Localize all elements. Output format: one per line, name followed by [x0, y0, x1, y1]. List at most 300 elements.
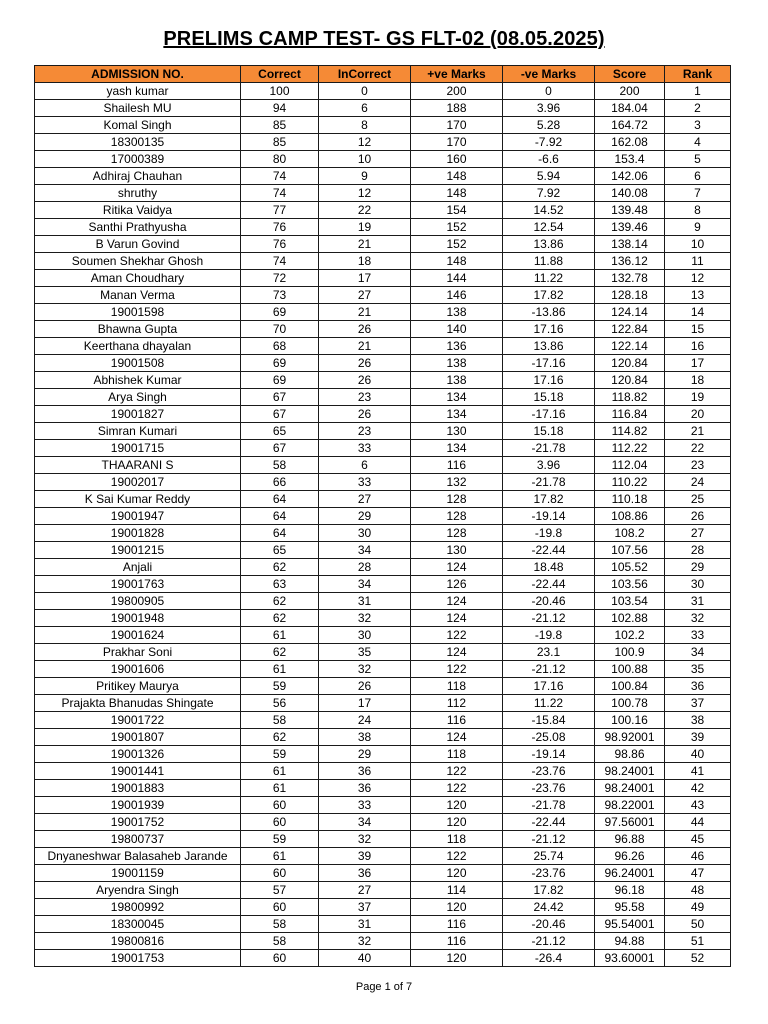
- incorrect-cell: 27: [319, 491, 411, 508]
- positive-marks-cell: 130: [411, 423, 503, 440]
- negative-marks-cell: -21.12: [503, 933, 595, 950]
- positive-marks-cell: 138: [411, 304, 503, 321]
- score-cell: 98.24001: [595, 763, 665, 780]
- incorrect-cell: 29: [319, 746, 411, 763]
- correct-cell: 68: [241, 338, 319, 355]
- positive-marks-cell: 144: [411, 270, 503, 287]
- negative-marks-cell: 17.82: [503, 491, 595, 508]
- positive-marks-cell: 154: [411, 202, 503, 219]
- score-cell: 140.08: [595, 185, 665, 202]
- incorrect-cell: 33: [319, 797, 411, 814]
- score-cell: 184.04: [595, 100, 665, 117]
- admission-no-cell: 19800992: [35, 899, 241, 916]
- correct-cell: 56: [241, 695, 319, 712]
- table-row: [35, 457, 731, 474]
- correct-cell: 61: [241, 661, 319, 678]
- negative-marks-cell: -15.84: [503, 712, 595, 729]
- score-cell: 112.22: [595, 440, 665, 457]
- admission-no-cell: Pritikey Maurya: [35, 678, 241, 695]
- correct-cell: 74: [241, 253, 319, 270]
- col-header-score: Score: [595, 66, 665, 83]
- incorrect-cell: 32: [319, 610, 411, 627]
- table-row: [35, 576, 731, 593]
- admission-no-cell: 19001508: [35, 355, 241, 372]
- negative-marks-cell: 15.18: [503, 423, 595, 440]
- admission-no-cell: Bhawna Gupta: [35, 321, 241, 338]
- admission-no-cell: Keerthana dhayalan: [35, 338, 241, 355]
- correct-cell: 58: [241, 712, 319, 729]
- positive-marks-cell: 152: [411, 219, 503, 236]
- negative-marks-cell: -7.92: [503, 134, 595, 151]
- correct-cell: 62: [241, 593, 319, 610]
- rank-cell: 12: [665, 270, 731, 287]
- positive-marks-cell: 114: [411, 882, 503, 899]
- negative-marks-cell: -23.76: [503, 763, 595, 780]
- correct-cell: 72: [241, 270, 319, 287]
- incorrect-cell: 6: [319, 457, 411, 474]
- table-row: [35, 117, 731, 134]
- table-row: [35, 236, 731, 253]
- positive-marks-cell: 122: [411, 763, 503, 780]
- rank-cell: 5: [665, 151, 731, 168]
- page-number: Page 1 of 7: [355, 981, 413, 993]
- positive-marks-cell: 120: [411, 797, 503, 814]
- negative-marks-cell: 23.1: [503, 644, 595, 661]
- table-row: [35, 610, 731, 627]
- score-cell: 118.82: [595, 389, 665, 406]
- score-cell: 128.18: [595, 287, 665, 304]
- admission-no-cell: 19001715: [35, 440, 241, 457]
- correct-cell: 77: [241, 202, 319, 219]
- score-cell: 98.92001: [595, 729, 665, 746]
- admission-no-cell: 19001624: [35, 627, 241, 644]
- correct-cell: 65: [241, 423, 319, 440]
- table-row: [35, 797, 731, 814]
- rank-cell: 34: [665, 644, 731, 661]
- incorrect-cell: 26: [319, 372, 411, 389]
- negative-marks-cell: 3.96: [503, 457, 595, 474]
- score-cell: 103.56: [595, 576, 665, 593]
- positive-marks-cell: 148: [411, 185, 503, 202]
- incorrect-cell: 33: [319, 440, 411, 457]
- incorrect-cell: 34: [319, 542, 411, 559]
- admission-no-cell: Prakhar Soni: [35, 644, 241, 661]
- score-cell: 98.24001: [595, 780, 665, 797]
- negative-marks-cell: -6.6: [503, 151, 595, 168]
- score-cell: 98.22001: [595, 797, 665, 814]
- positive-marks-cell: 112: [411, 695, 503, 712]
- admission-no-cell: 19001752: [35, 814, 241, 831]
- admission-no-cell: 18300045: [35, 916, 241, 933]
- positive-marks-cell: 122: [411, 848, 503, 865]
- table-row: [35, 270, 731, 287]
- positive-marks-cell: 132: [411, 474, 503, 491]
- rank-cell: 24: [665, 474, 731, 491]
- col-header-positive-marks: +ve Marks: [411, 66, 503, 83]
- score-cell: 110.18: [595, 491, 665, 508]
- rank-cell: 25: [665, 491, 731, 508]
- table-row: [35, 474, 731, 491]
- incorrect-cell: 9: [319, 168, 411, 185]
- rank-cell: 46: [665, 848, 731, 865]
- admission-no-cell: yash kumar: [35, 83, 241, 100]
- admission-no-cell: 19002017: [35, 474, 241, 491]
- negative-marks-cell: -20.46: [503, 593, 595, 610]
- table-row: [35, 678, 731, 695]
- score-cell: 108.2: [595, 525, 665, 542]
- rank-cell: 44: [665, 814, 731, 831]
- col-header-rank: Rank: [665, 66, 731, 83]
- table-row: [35, 151, 731, 168]
- table-row: [35, 423, 731, 440]
- correct-cell: 60: [241, 797, 319, 814]
- admission-no-cell: 19001441: [35, 763, 241, 780]
- incorrect-cell: 23: [319, 389, 411, 406]
- rank-cell: 30: [665, 576, 731, 593]
- positive-marks-cell: 124: [411, 644, 503, 661]
- incorrect-cell: 26: [319, 678, 411, 695]
- incorrect-cell: 18: [319, 253, 411, 270]
- incorrect-cell: 37: [319, 899, 411, 916]
- admission-no-cell: 19001722: [35, 712, 241, 729]
- negative-marks-cell: -25.08: [503, 729, 595, 746]
- negative-marks-cell: 17.82: [503, 287, 595, 304]
- table-row: [35, 780, 731, 797]
- admission-no-cell: Santhi Prathyusha: [35, 219, 241, 236]
- admission-no-cell: Anjali: [35, 559, 241, 576]
- table-row: [35, 831, 731, 848]
- positive-marks-cell: 120: [411, 899, 503, 916]
- positive-marks-cell: 120: [411, 865, 503, 882]
- table-row: [35, 338, 731, 355]
- correct-cell: 69: [241, 304, 319, 321]
- table-row: [35, 542, 731, 559]
- rank-cell: 2: [665, 100, 731, 117]
- incorrect-cell: 23: [319, 423, 411, 440]
- incorrect-cell: 27: [319, 882, 411, 899]
- correct-cell: 66: [241, 474, 319, 491]
- negative-marks-cell: -21.78: [503, 797, 595, 814]
- admission-no-cell: 19001326: [35, 746, 241, 763]
- score-cell: 103.54: [595, 593, 665, 610]
- rank-cell: 1: [665, 83, 731, 100]
- rank-cell: 42: [665, 780, 731, 797]
- negative-marks-cell: -21.12: [503, 661, 595, 678]
- correct-cell: 64: [241, 525, 319, 542]
- correct-cell: 80: [241, 151, 319, 168]
- score-cell: 100.78: [595, 695, 665, 712]
- incorrect-cell: 8: [319, 117, 411, 134]
- incorrect-cell: 33: [319, 474, 411, 491]
- incorrect-cell: 30: [319, 525, 411, 542]
- admission-no-cell: Shailesh MU: [35, 100, 241, 117]
- positive-marks-cell: 134: [411, 440, 503, 457]
- table-row: [35, 882, 731, 899]
- positive-marks-cell: 138: [411, 355, 503, 372]
- positive-marks-cell: 126: [411, 576, 503, 593]
- table-row: [35, 508, 731, 525]
- incorrect-cell: 19: [319, 219, 411, 236]
- correct-cell: 65: [241, 542, 319, 559]
- rank-cell: 10: [665, 236, 731, 253]
- correct-cell: 74: [241, 185, 319, 202]
- negative-marks-cell: 13.86: [503, 338, 595, 355]
- rank-cell: 36: [665, 678, 731, 695]
- results-body: [35, 83, 731, 967]
- rank-cell: 23: [665, 457, 731, 474]
- positive-marks-cell: 122: [411, 780, 503, 797]
- incorrect-cell: 32: [319, 933, 411, 950]
- correct-cell: 58: [241, 457, 319, 474]
- negative-marks-cell: -17.16: [503, 355, 595, 372]
- rank-cell: 29: [665, 559, 731, 576]
- rank-cell: 9: [665, 219, 731, 236]
- score-cell: 108.86: [595, 508, 665, 525]
- correct-cell: 61: [241, 627, 319, 644]
- rank-cell: 43: [665, 797, 731, 814]
- score-cell: 122.84: [595, 321, 665, 338]
- table-row: [35, 134, 731, 151]
- incorrect-cell: 32: [319, 661, 411, 678]
- score-cell: 112.04: [595, 457, 665, 474]
- positive-marks-cell: 120: [411, 950, 503, 967]
- admission-no-cell: 19800905: [35, 593, 241, 610]
- table-row: [35, 848, 731, 865]
- admission-no-cell: 17000389: [35, 151, 241, 168]
- table-row: [35, 559, 731, 576]
- table-row: [35, 950, 731, 967]
- table-row: [35, 202, 731, 219]
- rank-cell: 20: [665, 406, 731, 423]
- admission-no-cell: THAARANI S: [35, 457, 241, 474]
- incorrect-cell: 36: [319, 763, 411, 780]
- negative-marks-cell: 5.28: [503, 117, 595, 134]
- score-cell: 100.16: [595, 712, 665, 729]
- rank-cell: 51: [665, 933, 731, 950]
- negative-marks-cell: -19.8: [503, 627, 595, 644]
- incorrect-cell: 17: [319, 695, 411, 712]
- negative-marks-cell: 18.48: [503, 559, 595, 576]
- admission-no-cell: shruthy: [35, 185, 241, 202]
- incorrect-cell: 21: [319, 236, 411, 253]
- positive-marks-cell: 160: [411, 151, 503, 168]
- incorrect-cell: 21: [319, 338, 411, 355]
- table-row: [35, 287, 731, 304]
- score-cell: 94.88: [595, 933, 665, 950]
- rank-cell: 48: [665, 882, 731, 899]
- positive-marks-cell: 148: [411, 253, 503, 270]
- admission-no-cell: Dnyaneshwar Balasaheb Jarande: [35, 848, 241, 865]
- score-cell: 136.12: [595, 253, 665, 270]
- rank-cell: 52: [665, 950, 731, 967]
- correct-cell: 100: [241, 83, 319, 100]
- table-row: [35, 321, 731, 338]
- score-cell: 100.9: [595, 644, 665, 661]
- incorrect-cell: 27: [319, 287, 411, 304]
- incorrect-cell: 32: [319, 831, 411, 848]
- negative-marks-cell: 17.82: [503, 882, 595, 899]
- correct-cell: 59: [241, 831, 319, 848]
- rank-cell: 49: [665, 899, 731, 916]
- rank-cell: 45: [665, 831, 731, 848]
- rank-cell: 13: [665, 287, 731, 304]
- positive-marks-cell: 130: [411, 542, 503, 559]
- incorrect-cell: 26: [319, 355, 411, 372]
- correct-cell: 76: [241, 219, 319, 236]
- incorrect-cell: 29: [319, 508, 411, 525]
- incorrect-cell: 38: [319, 729, 411, 746]
- negative-marks-cell: -26.4: [503, 950, 595, 967]
- negative-marks-cell: 11.88: [503, 253, 595, 270]
- score-cell: 120.84: [595, 372, 665, 389]
- score-cell: 138.14: [595, 236, 665, 253]
- rank-cell: 47: [665, 865, 731, 882]
- incorrect-cell: 17: [319, 270, 411, 287]
- correct-cell: 85: [241, 134, 319, 151]
- table-row: [35, 865, 731, 882]
- rank-cell: 17: [665, 355, 731, 372]
- incorrect-cell: 36: [319, 780, 411, 797]
- incorrect-cell: 12: [319, 134, 411, 151]
- score-cell: 96.18: [595, 882, 665, 899]
- positive-marks-cell: 124: [411, 610, 503, 627]
- incorrect-cell: 6: [319, 100, 411, 117]
- admission-no-cell: Manan Verma: [35, 287, 241, 304]
- col-header-negative-marks: -ve Marks: [503, 66, 595, 83]
- table-row: [35, 168, 731, 185]
- negative-marks-cell: -23.76: [503, 780, 595, 797]
- correct-cell: 61: [241, 848, 319, 865]
- positive-marks-cell: 116: [411, 712, 503, 729]
- admission-no-cell: Abhishek Kumar: [35, 372, 241, 389]
- negative-marks-cell: -22.44: [503, 814, 595, 831]
- admission-no-cell: 19800816: [35, 933, 241, 950]
- negative-marks-cell: -21.78: [503, 440, 595, 457]
- correct-cell: 62: [241, 644, 319, 661]
- incorrect-cell: 39: [319, 848, 411, 865]
- correct-cell: 64: [241, 491, 319, 508]
- table-row: [35, 219, 731, 236]
- rank-cell: 3: [665, 117, 731, 134]
- incorrect-cell: 22: [319, 202, 411, 219]
- rank-cell: 15: [665, 321, 731, 338]
- negative-marks-cell: -21.12: [503, 831, 595, 848]
- table-row: [35, 729, 731, 746]
- positive-marks-cell: 122: [411, 661, 503, 678]
- correct-cell: 69: [241, 372, 319, 389]
- incorrect-cell: 26: [319, 406, 411, 423]
- table-row: [35, 253, 731, 270]
- negative-marks-cell: -20.46: [503, 916, 595, 933]
- rank-cell: 4: [665, 134, 731, 151]
- admission-no-cell: Arya Singh: [35, 389, 241, 406]
- rank-cell: 11: [665, 253, 731, 270]
- admission-no-cell: K Sai Kumar Reddy: [35, 491, 241, 508]
- score-cell: 102.2: [595, 627, 665, 644]
- rank-cell: 35: [665, 661, 731, 678]
- table-row: [35, 916, 731, 933]
- negative-marks-cell: -19.14: [503, 746, 595, 763]
- table-row: [35, 491, 731, 508]
- incorrect-cell: 28: [319, 559, 411, 576]
- score-cell: 200: [595, 83, 665, 100]
- incorrect-cell: 12: [319, 185, 411, 202]
- correct-cell: 67: [241, 406, 319, 423]
- positive-marks-cell: 136: [411, 338, 503, 355]
- incorrect-cell: 35: [319, 644, 411, 661]
- negative-marks-cell: 17.16: [503, 372, 595, 389]
- incorrect-cell: 34: [319, 814, 411, 831]
- positive-marks-cell: 124: [411, 559, 503, 576]
- score-cell: 93.60001: [595, 950, 665, 967]
- admission-no-cell: Ritika Vaidya: [35, 202, 241, 219]
- negative-marks-cell: 5.94: [503, 168, 595, 185]
- negative-marks-cell: 3.96: [503, 100, 595, 117]
- positive-marks-cell: 134: [411, 406, 503, 423]
- rank-cell: 39: [665, 729, 731, 746]
- col-header-incorrect: InCorrect: [319, 66, 411, 83]
- correct-cell: 74: [241, 168, 319, 185]
- rank-cell: 21: [665, 423, 731, 440]
- negative-marks-cell: 24.42: [503, 899, 595, 916]
- table-row: [35, 695, 731, 712]
- admission-no-cell: Aryendra Singh: [35, 882, 241, 899]
- positive-marks-cell: 200: [411, 83, 503, 100]
- score-cell: 98.86: [595, 746, 665, 763]
- score-cell: 153.4: [595, 151, 665, 168]
- positive-marks-cell: 124: [411, 593, 503, 610]
- table-row: [35, 593, 731, 610]
- positive-marks-cell: 128: [411, 525, 503, 542]
- table-row: [35, 644, 731, 661]
- correct-cell: 61: [241, 780, 319, 797]
- negative-marks-cell: 13.86: [503, 236, 595, 253]
- negative-marks-cell: -22.44: [503, 576, 595, 593]
- positive-marks-cell: 124: [411, 729, 503, 746]
- correct-cell: 57: [241, 882, 319, 899]
- positive-marks-cell: 138: [411, 372, 503, 389]
- incorrect-cell: 31: [319, 916, 411, 933]
- correct-cell: 59: [241, 746, 319, 763]
- correct-cell: 67: [241, 389, 319, 406]
- results-table: [34, 65, 731, 967]
- negative-marks-cell: -19.8: [503, 525, 595, 542]
- positive-marks-cell: 118: [411, 831, 503, 848]
- admission-no-cell: Prajakta Bhanudas Shingate: [35, 695, 241, 712]
- table-row: [35, 389, 731, 406]
- correct-cell: 73: [241, 287, 319, 304]
- score-cell: 132.78: [595, 270, 665, 287]
- incorrect-cell: 36: [319, 865, 411, 882]
- rank-cell: 27: [665, 525, 731, 542]
- positive-marks-cell: 146: [411, 287, 503, 304]
- positive-marks-cell: 118: [411, 678, 503, 695]
- score-cell: 95.58: [595, 899, 665, 916]
- col-header-admission-no: ADMISSION NO.: [35, 66, 241, 83]
- positive-marks-cell: 152: [411, 236, 503, 253]
- rank-cell: 18: [665, 372, 731, 389]
- correct-cell: 76: [241, 236, 319, 253]
- score-cell: 139.46: [595, 219, 665, 236]
- table-row: [35, 185, 731, 202]
- rank-cell: 22: [665, 440, 731, 457]
- negative-marks-cell: -19.14: [503, 508, 595, 525]
- positive-marks-cell: 140: [411, 321, 503, 338]
- rank-cell: 19: [665, 389, 731, 406]
- rank-cell: 8: [665, 202, 731, 219]
- score-cell: 162.08: [595, 134, 665, 151]
- rank-cell: 31: [665, 593, 731, 610]
